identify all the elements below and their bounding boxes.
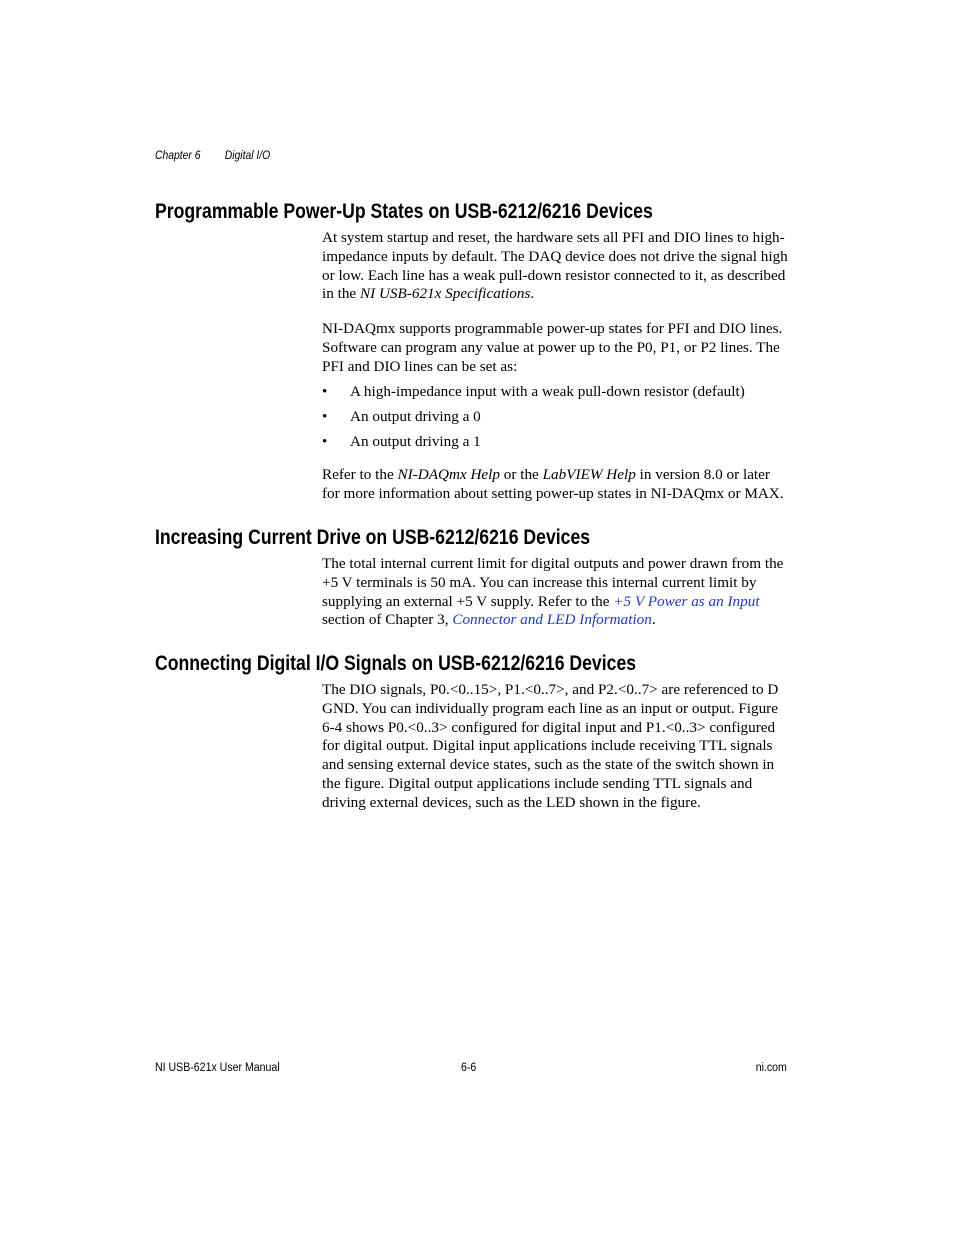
help-reference: LabVIEW Help — [542, 466, 636, 484]
chapter-number: Chapter 6 — [155, 150, 201, 162]
paragraph-text: . — [530, 285, 535, 303]
footer-manual-title: NI USB-621x User Manual — [155, 1062, 280, 1074]
list-item — [322, 383, 790, 402]
paragraph-text: . — [651, 611, 656, 629]
list-item-text: An output driving a 0 — [350, 407, 481, 425]
paragraph-text: At system startup and reset, the hardware sets all PFI and DIO lines to high-impedance inputs by default. The DAQ device does not drive the signal high or low. Each line has a weak pull-down resistor connected to it, as described in the — [322, 229, 788, 303]
paragraph — [322, 229, 790, 304]
chapter-title: Digital I/O — [224, 150, 271, 162]
help-reference: NI-DAQmx Help — [397, 466, 500, 484]
paragraph: The DIO signals, P0.<0..15>, P1.<0..7>, and P2.<0..7> are referenced to D GND. You can individually program each line as an input or output. Figure 6-4 shows P0.<0..3> configured for digital input and P1.<0..3> configured for digital output. Digital input applications include receiving TTL signals and sensing external device states, such as the state of the switch shown in the figure. Digital output applications include sending TTL signals and driving external devices, such as the LED shown in the figure. — [322, 681, 779, 811]
page-header — [155, 150, 270, 162]
paragraph-text: section of Chapter 3, — [322, 611, 453, 629]
paragraph-text: in version 8.0 or later for more information about setting power-up states in NI-DAQmx or MAX. — [322, 466, 784, 503]
bullet-glyph: • — [322, 432, 328, 450]
list-item — [322, 433, 790, 452]
list-item-text: An output driving a 1 — [350, 432, 481, 450]
bullet-list — [322, 383, 790, 452]
paragraph — [322, 555, 790, 630]
paragraph: NI-DAQmx supports programmable power-up states for PFI and DIO lines. Software can program any value at power up to the P0, P1, or P2 lines. The PFI and DIO lines can be set as: — [322, 320, 783, 375]
section-heading-power-up-states: Programmable Power-Up States on USB-6212/6216 Devices — [155, 199, 653, 223]
section-body-current-drive — [322, 555, 790, 630]
spec-reference: NI USB-621x Specifications — [359, 285, 531, 303]
section-body-power-up-states — [322, 229, 790, 504]
footer-page-number: 6-6 — [461, 1062, 477, 1074]
footer-website: ni.com — [755, 1062, 787, 1074]
section-heading-current-drive: Increasing Current Drive on USB-6212/6216 Devices — [155, 525, 591, 549]
section-heading-connecting-dio: Connecting Digital I/O Signals on USB-6212/6216 Devices — [155, 651, 637, 675]
bullet-glyph: • — [322, 382, 328, 400]
link-connector-led-info[interactable]: Connector and LED Information — [452, 611, 652, 629]
list-item — [322, 408, 790, 427]
paragraph-text: The total internal current limit for digital outputs and power drawn from the +5 V terminals is 50 mA. You can increase this internal current limit by supplying an external +5 V supply. Refer to the — [322, 555, 784, 610]
paragraph — [322, 466, 790, 504]
list-item-text: A high-impedance input with a weak pull-down resistor (default) — [350, 382, 745, 400]
section-body-connecting-dio — [322, 681, 790, 813]
paragraph-text: or the — [500, 466, 543, 484]
link-5v-power-input[interactable]: +5 V Power as an Input — [613, 592, 760, 610]
bullet-glyph: • — [322, 407, 328, 425]
paragraph-text: Refer to the — [322, 466, 398, 484]
